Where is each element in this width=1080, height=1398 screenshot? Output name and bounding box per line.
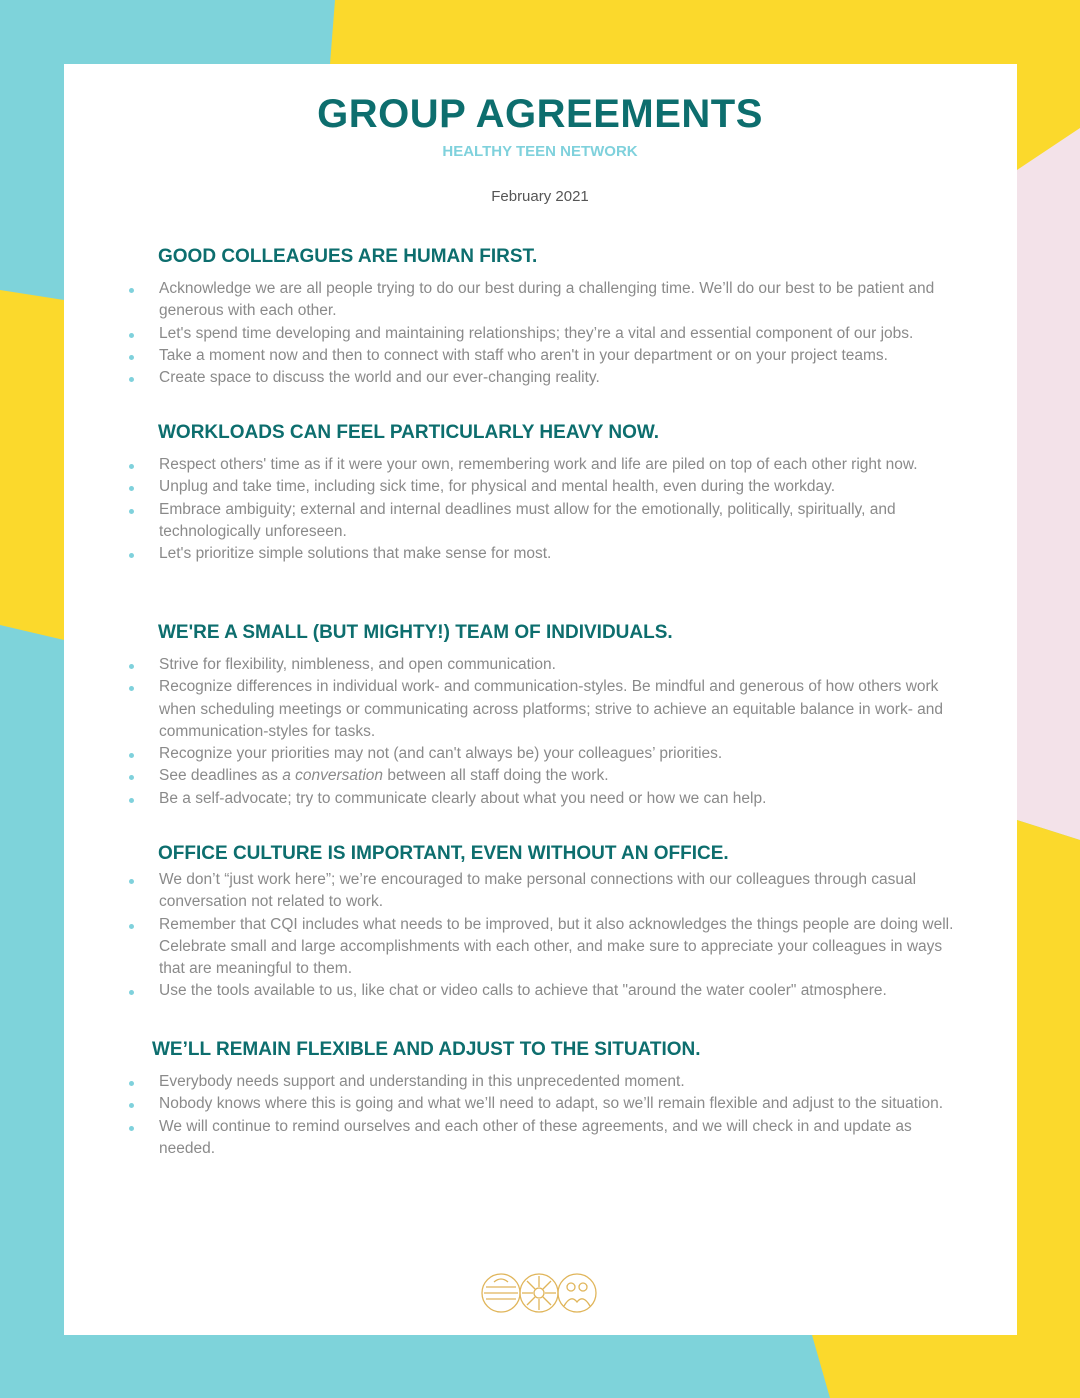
bullet-list bbox=[128, 654, 958, 810]
healthy-teen-network-logo-icon bbox=[480, 1270, 598, 1316]
list-item: Create space to discuss the world and our ever-changing reality. bbox=[128, 367, 958, 389]
item-text-before: See deadlines as bbox=[159, 767, 283, 785]
document-date: February 2021 bbox=[491, 188, 589, 205]
list-item: Be a self-advocate; try to communicate clearly about what you need or how we can help. bbox=[128, 788, 958, 810]
bullet-list bbox=[128, 869, 958, 1003]
list-item: Recognize your priorities may not (and can't always be) your colleagues’ priorities. bbox=[128, 743, 958, 765]
list-item: Let's spend time developing and maintaining relationships; they’re a vital and essential component of our jobs. bbox=[128, 323, 958, 345]
list-item: Strive for flexibility, nimbleness, and open communication. bbox=[128, 654, 958, 676]
section-small-team bbox=[128, 622, 958, 810]
section-heading: OFFICE CULTURE IS IMPORTANT, EVEN WITHOUT AN OFFICE. bbox=[158, 843, 729, 864]
section-office-culture bbox=[128, 843, 958, 1003]
list-item: We will continue to remind ourselves and each other of these agreements, and we will check in and update as needed. bbox=[128, 1116, 958, 1161]
list-item: Use the tools available to us, like chat or video calls to achieve that "around the water cooler" atmosphere. bbox=[128, 980, 958, 1002]
list-item: Unplug and take time, including sick time, for physical and mental health, even during the workday. bbox=[128, 476, 958, 498]
list-item: We don’t “just work here”; we’re encouraged to make personal connections with our colleagues through casual conversation not related to work. bbox=[128, 869, 958, 914]
section-heading: GOOD COLLEAGUES ARE HUMAN FIRST. bbox=[158, 246, 538, 267]
item-text-emphasis: a conversation bbox=[282, 767, 384, 785]
section-heading: WE’LL REMAIN FLEXIBLE AND ADJUST TO THE SITUATION. bbox=[152, 1039, 701, 1060]
bullet-list bbox=[128, 278, 958, 389]
organization-name: HEALTHY TEEN NETWORK bbox=[442, 143, 638, 160]
item-text-after: between all staff doing the work. bbox=[383, 767, 609, 785]
list-item: Respect others' time as if it were your own, remembering work and life are piled on top of each other right now. bbox=[128, 454, 958, 476]
bullet-list bbox=[128, 454, 958, 565]
list-item: Nobody knows where this is going and what we’ll need to adapt, so we’ll remain flexible and adjust to the situation. bbox=[128, 1093, 958, 1115]
bullet-list bbox=[128, 1071, 958, 1160]
section-workloads bbox=[128, 422, 958, 565]
section-human-first bbox=[128, 246, 958, 389]
list-item: Take a moment now and then to connect with staff who aren't in your department or on your project teams. bbox=[128, 345, 958, 367]
list-item: Remember that CQI includes what needs to be improved, but it also acknowledges the things people are doing well. Celebrate small and large accomplishments with each other, and make sure to appreciate your colleagues in ways that are meaningful to them. bbox=[128, 914, 958, 981]
list-item: Everybody needs support and understanding in this unprecedented moment. bbox=[128, 1071, 958, 1093]
list-item: Embrace ambiguity; external and internal deadlines must allow for the emotionally, politically, spiritually, and technologically unforeseen. bbox=[128, 499, 958, 544]
page-title: GROUP AGREEMENTS bbox=[317, 92, 763, 136]
list-item bbox=[128, 765, 958, 787]
list-item: Let's prioritize simple solutions that make sense for most. bbox=[128, 543, 958, 565]
list-item: Recognize differences in individual work- and communication-styles. Be mindful and generous of how others work when scheduling meetings or communicating across platforms; strive to achieve an equitable balance in work- and communication-styles for tasks. bbox=[128, 676, 958, 743]
section-remain-flexible bbox=[128, 1039, 958, 1160]
list-item: Acknowledge we are all people trying to do our best during a challenging time. We’ll do our best to be patient and generous with each other. bbox=[128, 278, 958, 323]
section-heading: WORKLOADS CAN FEEL PARTICULARLY HEAVY NOW. bbox=[158, 422, 660, 443]
section-heading: WE'RE A SMALL (BUT MIGHTY!) TEAM OF INDIVIDUALS. bbox=[158, 622, 673, 643]
